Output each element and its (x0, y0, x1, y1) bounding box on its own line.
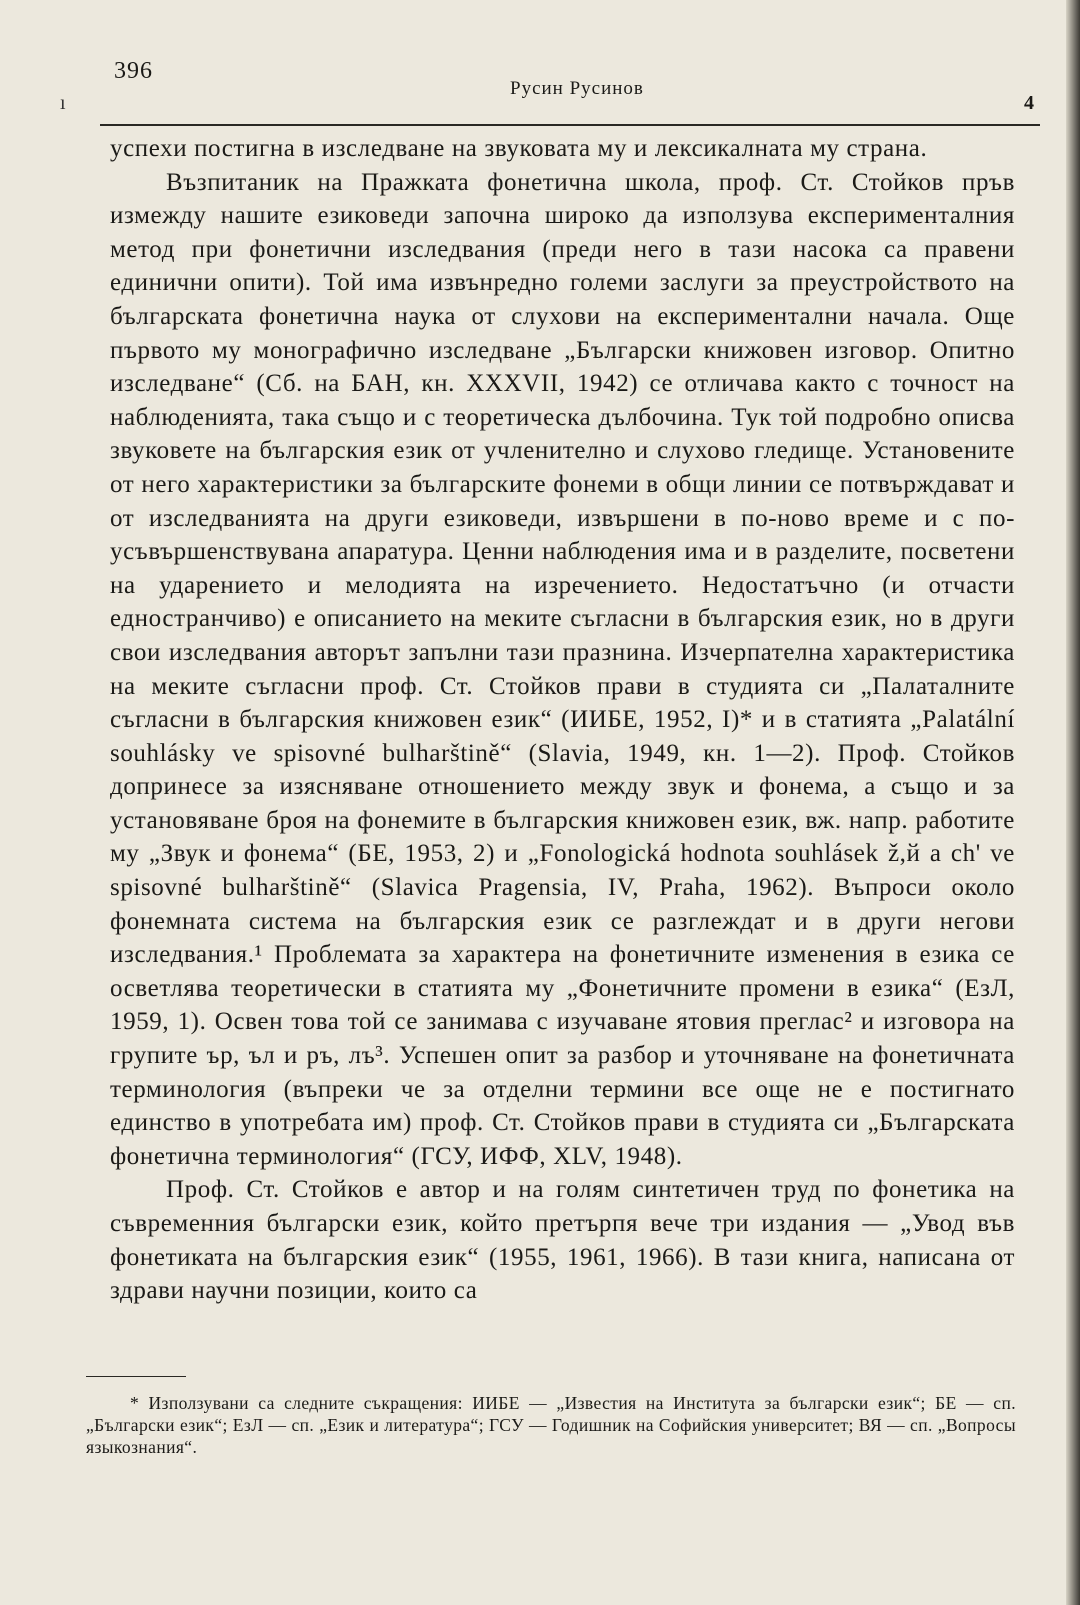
body-text (110, 132, 1015, 1308)
paragraph-phonetics-book: Проф. Ст. Стойков е автор и на голям синтетичен труд по фонетика на съвременния български език, който претърпя вече три издания — „Увод във фонетиката на българския език“ (1955, 1961, 1966). В тази книга, написана от здрави научни позиции, които са (110, 1176, 1015, 1305)
scan-edge (1066, 0, 1080, 1605)
margin-mark: 4 (1024, 92, 1034, 114)
footnote-abbreviations: * Използувани са следните съкращения: ИИБЕ — „Известия на Института за български език“; БЕ — сп. „Български език“; ЕзЛ — сп. „Език и литература“; ГСУ — Годишник на Софийския университет; ВЯ — сп. „Вопросы языкознания“. (86, 1393, 1016, 1457)
footnote-rule (86, 1376, 186, 1377)
paragraph-stoykov-work: Възпитаник на Пражката фонетична школа, проф. Ст. Стойков пръв измежду нашите езиковеди започна широко да използува експерименталния метод при фонетични изследвания (преди него в тази насока са правени единични опити). Той има извънредно големи заслуги за преустройството на българската фонетична наука от слухови на експериментални начала. Още първото му монографично изследване „Български книжовен изговор. Опитно изследване“ (Сб. на БАН, кн. XXXVII, 1942) се отличава както с точност на наблюденията, така също и с теоретическа дълбочина. Тук той подробно описва звуковете на българския език от учленително и слухово гледище. Установените от него характеристики за българските фонеми в общи линии се потвърждават и от изследванията на други езиковеди, извършени в по-ново време и с по-усъвършенствувана апаратура. Ценни наблюдения има и в разделите, посветени на ударението и мелодията на изречението. Недостатъчно (и отчасти едностранчиво) е описанието на меките съгласни в българския език, но в други свои изследвания авторът запълни тази празнина. Изчерпателна характеристика на меките съгласни проф. Ст. Стойков прави в студията си „Палаталните съгласни в българския книжовен език“ (ИИБЕ, 1952, I)* и в статията „Palatální souhlásky ve spisovné bulharštině“ (Slavia, 1949, кн. 1—2). Проф. Стойков допринесе за изясняване отношението между звук и фонема, а също и за установяване броя на фонемите в българския книжовен език, вж. напр. работите му „Звук и фонема“ (БЕ, 1953, 2) и „Fonologická hodnota souhlásek ž,й a ch' ve spisovné bulharštině“ (Slavica Pragensia, IV, Praha, 1962). Въпроси около фонемната система на българския език се разглеждат и в други негови изследвания.¹ Проблемата за характера на фонетичните изменения в езика се осветлява теоретически в статията му „Фонетичните промени в езика“ (ЕзЛ, 1959, 1). Освен това той се занимава с изучаване ятовия преглас² и изговора на групите ър, ъл и ръ, лъ³. Успешен опит за разбор и уточняване на фонетичната терминология (въпреки че за отделни термини все още не е постигнато единство в употребата им) проф. Ст. Стойков прави в студията си „Българската фонетична терминология“ (ГСУ, ИФФ, XLV, 1948). (110, 168, 1015, 1170)
page-header (60, 58, 1040, 114)
paragraph-continuation: успехи постигна в изследване на звуковата му и лексикалната му страна. (110, 135, 928, 162)
header-rule (100, 124, 1040, 126)
running-head: Русин Русинов (510, 78, 644, 99)
page-number: 396 (114, 58, 153, 84)
margin-tick: ı (60, 92, 66, 114)
footnote (86, 1392, 1016, 1458)
